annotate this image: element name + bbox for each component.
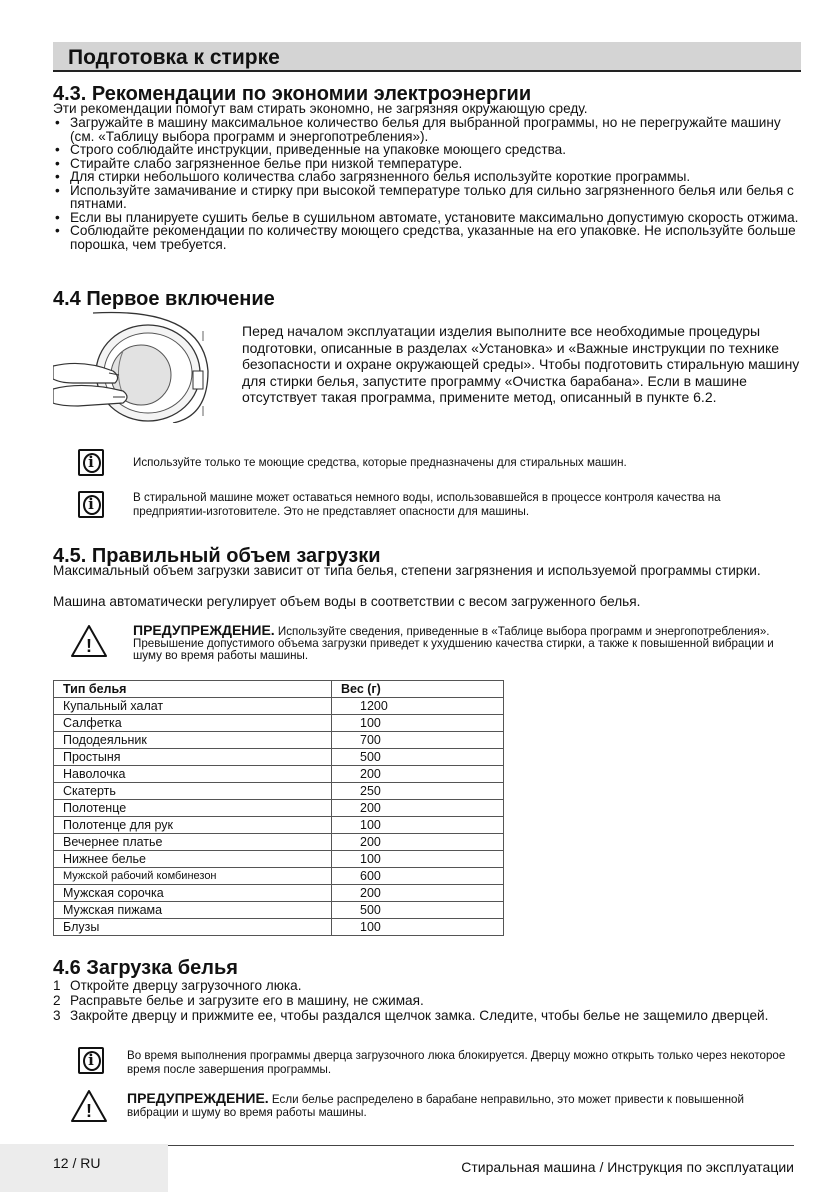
- svg-text:!: !: [86, 1101, 92, 1121]
- warning-label: ПРЕДУПРЕЖДЕНИЕ.: [127, 1090, 269, 1106]
- section-header-title: Подготовка к стирке: [68, 46, 280, 69]
- table-cell: Нижнее белье: [54, 851, 332, 868]
- svg-text:!: !: [86, 636, 92, 656]
- note-detergent: Используйте только те моющие средства, которые предназначены для стиральных машин.: [133, 456, 627, 469]
- heading-4-3: 4.3. Рекомендации по экономии электроэнергии: [53, 83, 532, 105]
- list-item: • Если вы планируете сушить белье в сушильном автомате, установите максимально допустимую скорость отжима.: [53, 211, 803, 225]
- list-item: 2 Расправьте белье и загрузите его в машину, не сжимая.: [53, 993, 424, 1008]
- list-item: • Строго соблюдайте инструкции, приведенные на упаковке моющего средства.: [53, 143, 803, 157]
- section-header-bar: [53, 42, 801, 72]
- load-para-1: Максимальный объем загрузки зависит от типа белья, степени загрязнения и используемой программы стирки.: [53, 563, 761, 578]
- footer-title: Стиральная машина / Инструкция по эксплуатации: [461, 1159, 794, 1175]
- loading-steps-list: [53, 978, 793, 1023]
- load-para-2: Машина автоматически регулирует объем воды в соответствии с весом загруженного белья.: [53, 594, 641, 609]
- footer-divider: [168, 1145, 794, 1146]
- list-item: • Соблюдайте рекомендации по количеству моющего средства, указанные на его упаковке. Не используйте больше порошка, чем требуется.: [53, 224, 803, 251]
- table-row: [54, 868, 504, 885]
- table-row: [54, 749, 504, 766]
- table-cell: Простыня: [54, 749, 332, 766]
- table-cell: 1200: [332, 698, 504, 715]
- table-cell: Мужская сорочка: [54, 885, 332, 902]
- table-row: [54, 817, 504, 834]
- info-icon: i: [78, 1047, 104, 1074]
- table-cell: Мужской рабочий комбинезон: [54, 868, 332, 885]
- table-cell: 100: [332, 817, 504, 834]
- warning-icon: [70, 624, 108, 658]
- table-cell: 250: [332, 783, 504, 800]
- table-row: [54, 885, 504, 902]
- info-icon: i: [78, 491, 104, 518]
- table-cell: Скатерть: [54, 783, 332, 800]
- note-residual-water: В стиральной машине может оставаться немного воды, использовавшейся в процессе контроля качества на предприятии-изготовителе. Это не представляет опасности для машины.: [133, 491, 721, 518]
- table-row: [54, 851, 504, 868]
- table-cell: Полотенце для рук: [54, 817, 332, 834]
- heading-4-4: 4.4 Первое включение: [53, 288, 275, 310]
- table-cell: Вечернее платье: [54, 834, 332, 851]
- warning-overload: [133, 624, 793, 662]
- warning-text: Используйте сведения, приведенные в «Таблице выбора программ и энергопотребления». Превышение допустимого объема загрузки приведет к ухудшению качества стирки, а также к повышенной вибрации и шуму во время работы машины.: [133, 625, 774, 662]
- list-item: • Для стирки небольшого количества слабо загрязненного белья используйте короткие программы.: [53, 170, 803, 184]
- table-cell: 200: [332, 766, 504, 783]
- heading-4-6: 4.6 Загрузка белья: [53, 957, 238, 979]
- table-row: [54, 834, 504, 851]
- table-row: [54, 698, 504, 715]
- table-cell: Наволочка: [54, 766, 332, 783]
- table-cell: 600: [332, 868, 504, 885]
- warning-icon: [70, 1089, 108, 1123]
- table-cell: 500: [332, 749, 504, 766]
- first-start-text: Перед началом эксплуатации изделия выполните все необходимые процедуры подготовки, описанные в разделах «Установка» и «Важные инструкции по технике безопасности и охране окружающей среды». Чтобы подготовить стиральную машину для стирки белья, запустите программу «Очистка барабана». Если в машине отсутствует такая программа, примените метод, описанный в пункте 6.2.: [242, 323, 800, 405]
- table-row: [54, 766, 504, 783]
- table-header-row: [54, 681, 504, 698]
- table-row: [54, 732, 504, 749]
- list-item: 1 Откройте дверцу загрузочного люка.: [53, 978, 302, 993]
- table-cell: 500: [332, 902, 504, 919]
- table-cell: Пододеяльник: [54, 732, 332, 749]
- table-cell: 100: [332, 715, 504, 732]
- list-item: • Используйте замачивание и стирку при высокой температуре только для сильно загрязненного белья или белья с пятнами.: [53, 184, 803, 211]
- list-item: 3 Закройте дверцу и прижмите ее, чтобы раздался щелчок замка. Следите, чтобы белье не защемило дверцей.: [53, 1008, 769, 1023]
- table-header: Тип белья: [54, 681, 332, 698]
- table-cell: 200: [332, 800, 504, 817]
- washing-machine-door-illustration: [53, 311, 218, 423]
- table-cell: Купальный халат: [54, 698, 332, 715]
- intro-4-3: Эти рекомендации помогут вам стирать экономно, не загрязняя окружающую среду.: [53, 101, 588, 116]
- warning-text: Если белье распределено в барабане неправильно, это может привести к повышенной вибрации и шуму во время работы машины.: [127, 1093, 744, 1119]
- table-cell: 200: [332, 834, 504, 851]
- table-cell: Мужская пижама: [54, 902, 332, 919]
- table-cell: 100: [332, 919, 504, 936]
- list-item: • Стирайте слабо загрязненное белье при низкой температуре.: [53, 157, 803, 171]
- page-number: 12 / RU: [53, 1155, 101, 1171]
- table-cell: 700: [332, 732, 504, 749]
- table-row: [54, 919, 504, 936]
- table-cell: Салфетка: [54, 715, 332, 732]
- table-cell: Блузы: [54, 919, 332, 936]
- table-cell: 200: [332, 885, 504, 902]
- load-weight-table: [53, 680, 504, 936]
- warning-distribution: [127, 1092, 797, 1119]
- note-door-lock: Во время выполнения программы дверца загрузочного люка блокируется. Дверцу можно открыть только через некоторое время после завершения программы.: [127, 1049, 786, 1076]
- list-item: • Загружайте в машину максимальное количество белья для выбранной программы, но не перегружайте машину (см. «Таблицу выбора программ и энергопотребления»).: [53, 116, 803, 143]
- table-row: [54, 902, 504, 919]
- heading-4-5: 4.5. Правильный объем загрузки: [53, 545, 381, 567]
- table-row: [54, 800, 504, 817]
- table-cell: 100: [332, 851, 504, 868]
- table-row: [54, 783, 504, 800]
- table-cell: Полотенце: [54, 800, 332, 817]
- warning-label: ПРЕДУПРЕЖДЕНИЕ.: [133, 622, 275, 638]
- table-row: [54, 715, 504, 732]
- table-header: Вес (г): [332, 681, 504, 698]
- energy-tips-list: [53, 116, 803, 251]
- info-icon: i: [78, 449, 104, 476]
